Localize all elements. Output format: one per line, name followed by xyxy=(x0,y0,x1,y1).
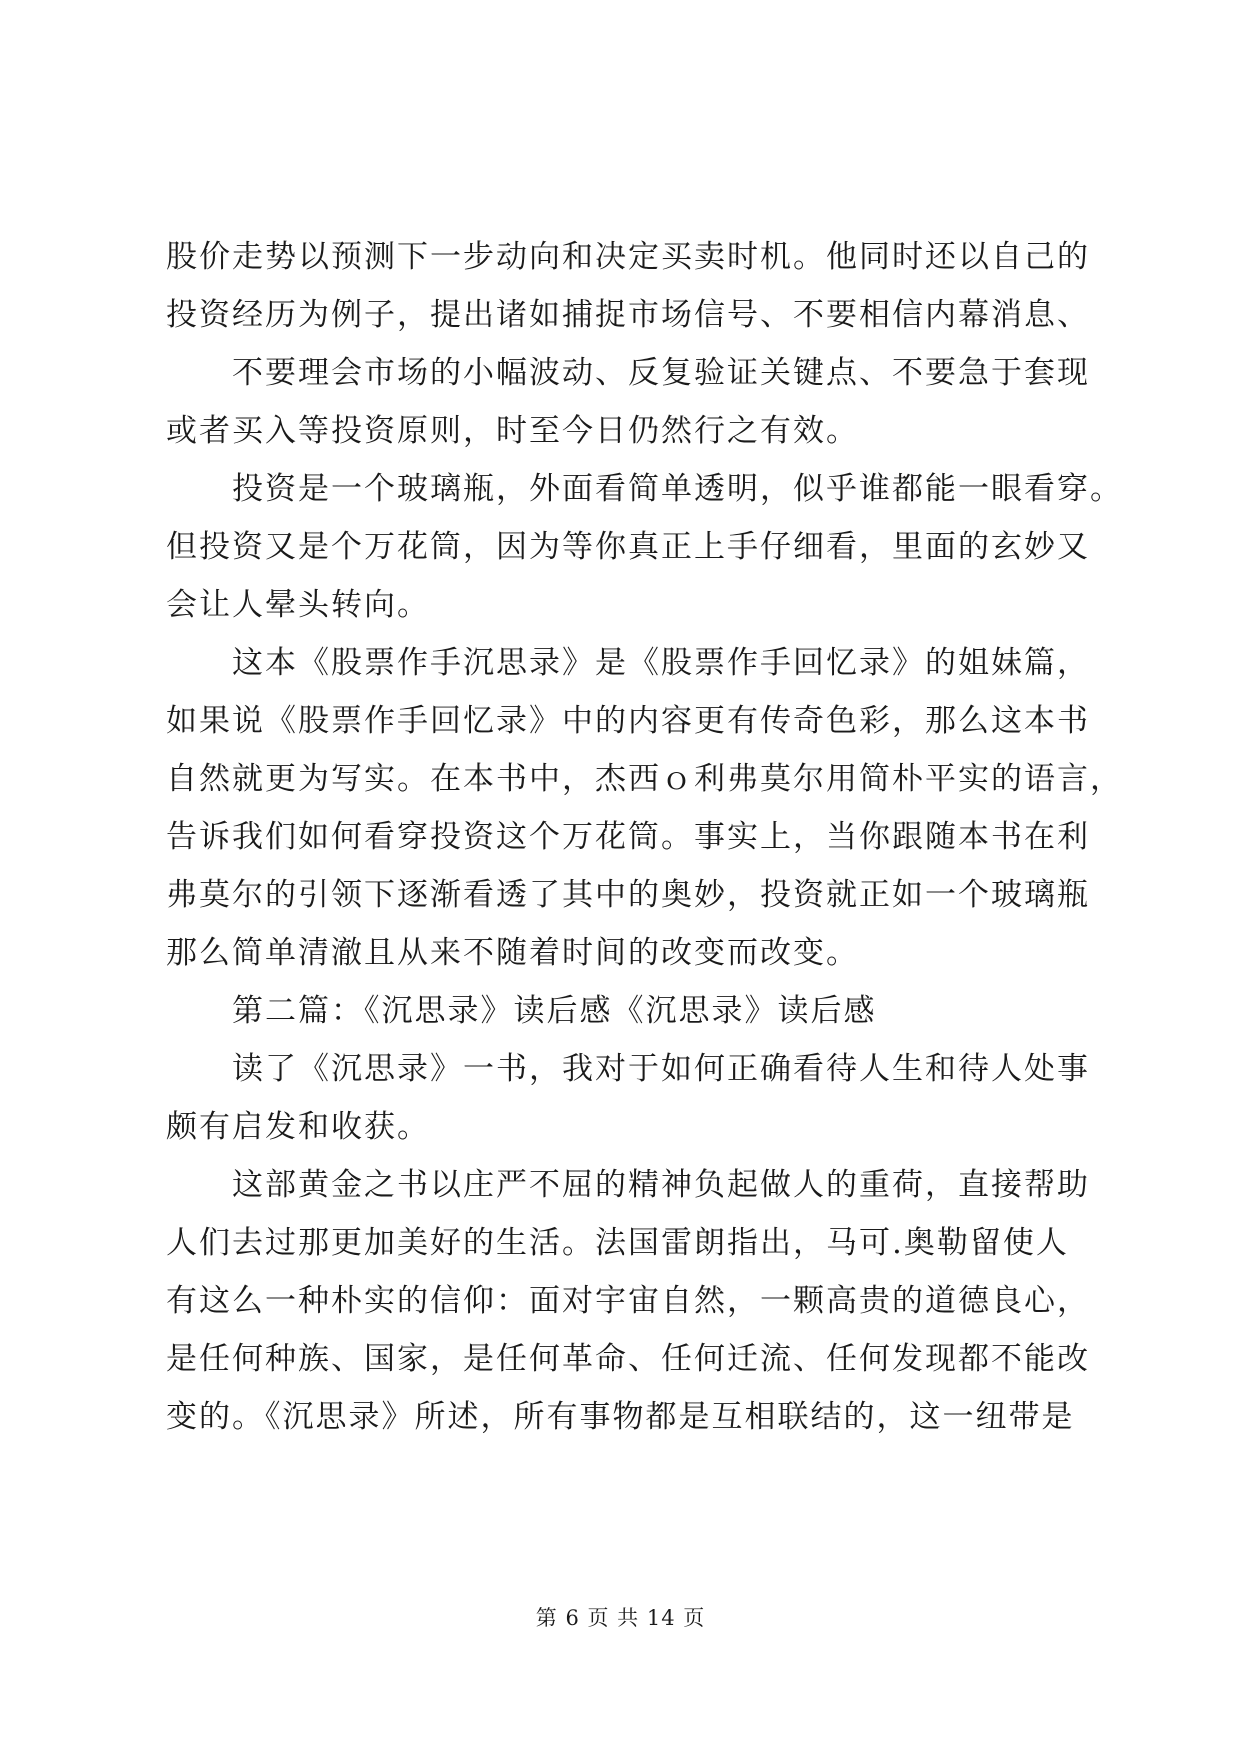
body-line: 告诉我们如何看穿投资这个万花筒。事实上，当你跟随本书在利 xyxy=(166,819,1090,855)
body-line: 那么简单清澈且从来不随着时间的改变而改变。 xyxy=(166,935,859,971)
body-line: 股价走势以预测下一步动向和决定买卖时机。他同时还以自己的 xyxy=(166,239,1090,275)
body-line: 投资经历为例子，提出诸如捕捉市场信号、不要相信内幕消息、 xyxy=(166,297,1090,333)
body-line: 是任何种族、国家，是任何革命、任何迁流、任何发现都不能改 xyxy=(166,1341,1090,1377)
document-body xyxy=(166,228,1123,1446)
body-line: 会让人晕头转向。 xyxy=(166,587,430,623)
body-line: 或者买入等投资原则，时至今日仍然行之有效。 xyxy=(166,413,859,449)
body-line: 颇有启发和收获。 xyxy=(166,1109,430,1145)
page-number: 第 6 页 共 14 页 xyxy=(535,1606,706,1630)
section-heading: 第二篇：《沉思录》读后感《沉思录》读后感 xyxy=(232,993,877,1029)
body-line: 但投资又是个万花筒，因为等你真正上手仔细看，里面的玄妙又 xyxy=(166,529,1090,565)
page-footer xyxy=(0,1602,1241,1632)
body-line: 变的。《沉思录》所述，所有事物都是互相联结的，这一纽带是 xyxy=(166,1399,1075,1435)
body-line: 弗莫尔的引领下逐渐看透了其中的奥妙，投资就正如一个玻璃瓶 xyxy=(166,877,1090,913)
body-line: 不要理会市场的小幅波动、反复验证关键点、不要急于套现 xyxy=(232,355,1090,391)
body-line: 有这么一种朴实的信仰：面对宇宙自然，一颗高贵的道德良心， xyxy=(166,1283,1090,1319)
body-line: 读了《沉思录》一书，我对于如何正确看待人生和待人处事 xyxy=(232,1051,1090,1087)
body-line: 如果说《股票作手回忆录》中的内容更有传奇色彩，那么这本书 xyxy=(166,703,1090,739)
body-line: 自然就更为写实。在本书中，杰西ｏ利弗莫尔用简朴平实的语言， xyxy=(166,761,1123,797)
body-line: 这部黄金之书以庄严不屈的精神负起做人的重荷，直接帮助 xyxy=(232,1167,1090,1203)
body-line: 人们去过那更加美好的生活。法国雷朗指出，马可.奥勒留使人 xyxy=(166,1225,1069,1261)
body-line: 投资是一个玻璃瓶，外面看简单透明，似乎谁都能一眼看穿。 xyxy=(232,471,1123,507)
body-line: 这本《股票作手沉思录》是《股票作手回忆录》的姐妹篇， xyxy=(232,645,1090,681)
